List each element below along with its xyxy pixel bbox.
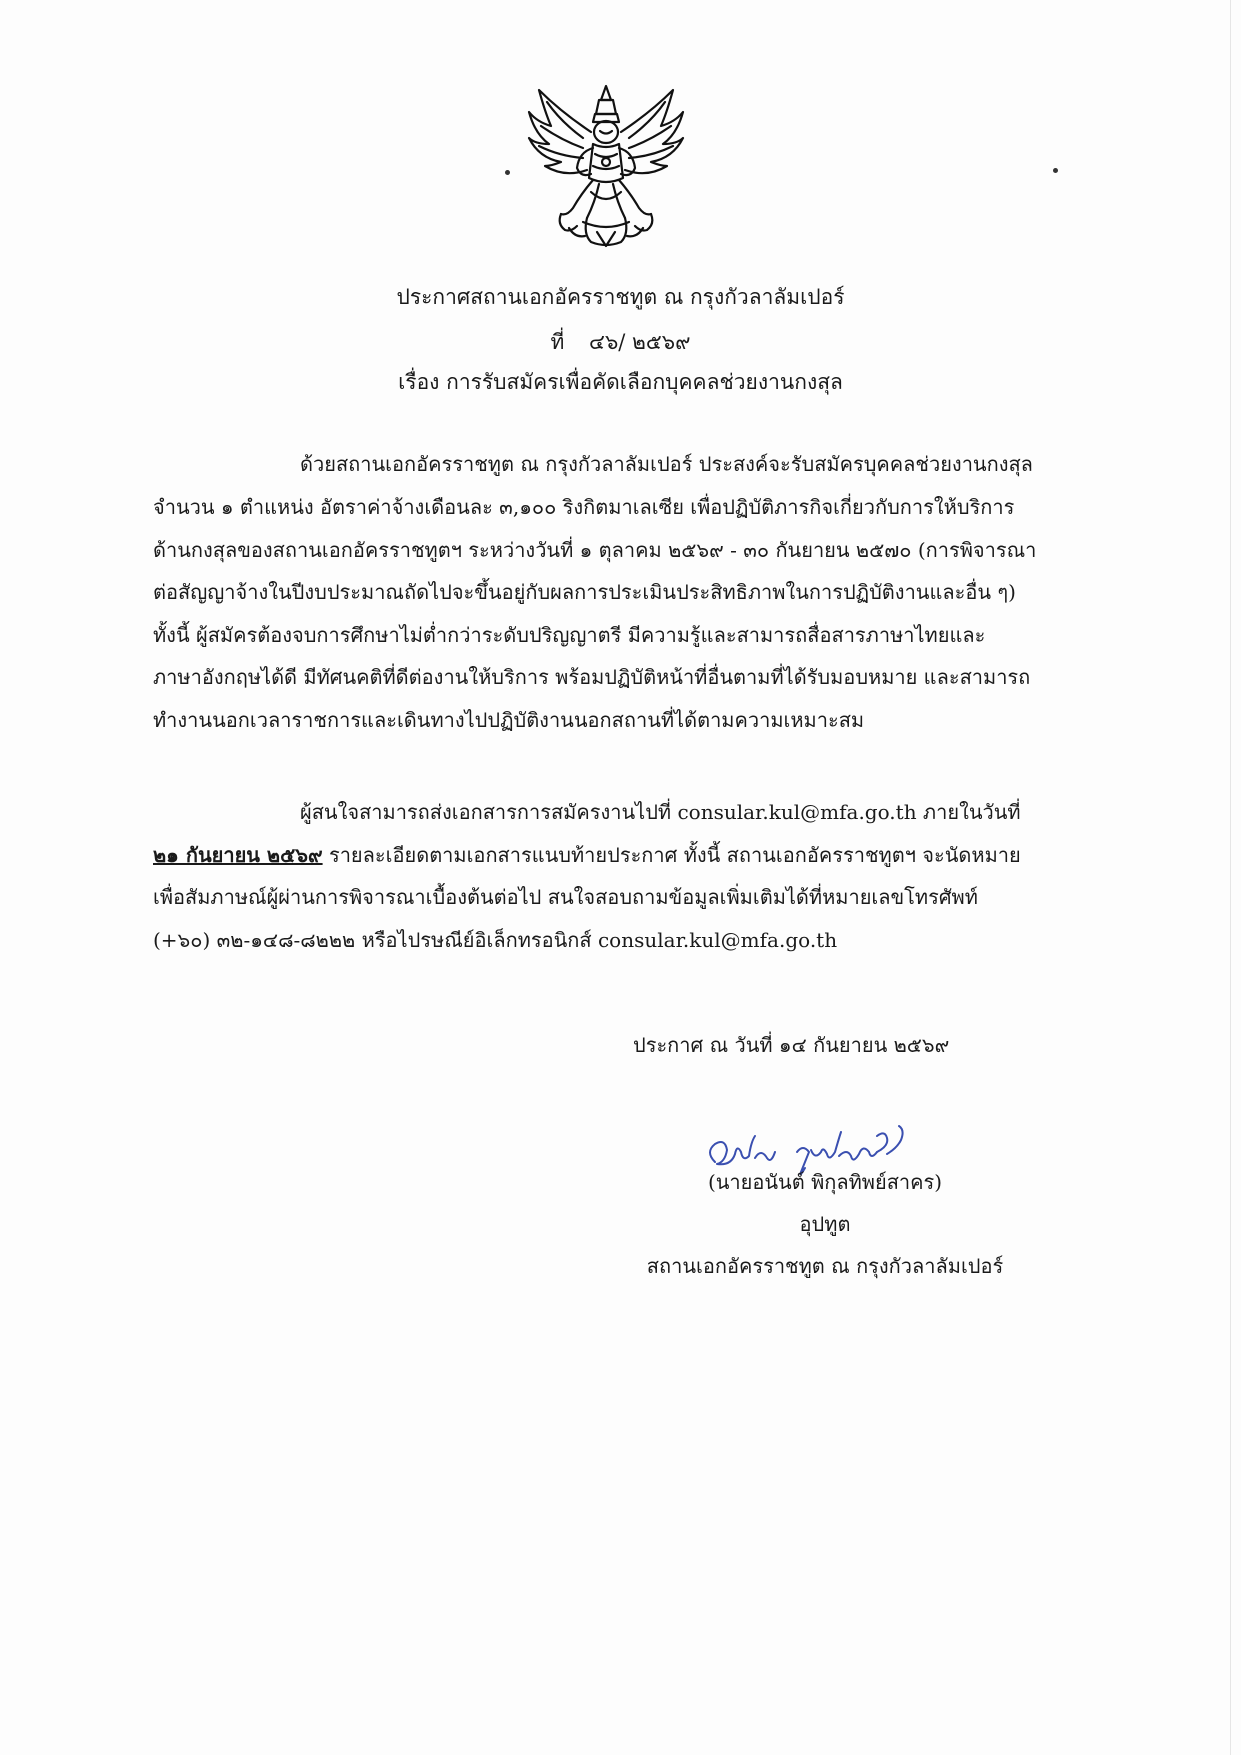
number-label: ที่ (550, 330, 565, 354)
announcement-title: ประกาศสถานเอกอัครราชทูต ณ กรุงกัวลาลัมเปอร์ (396, 285, 845, 309)
paragraph-line: ด้วยสถานเอกอัครราชทูต ณ กรุงกัวลาลัมเปอร์ ประสงค์จะรับสมัครบุคคลช่วยงานกงสุล (300, 452, 1033, 476)
scan-speck (505, 170, 510, 175)
garuda-emblem-icon (521, 82, 691, 252)
signatory-organization: สถานเอกอัครราชทูต ณ กรุงกัวลาลัมเปอร์ (646, 1254, 1004, 1278)
announcement-date: ประกาศ ณ วันที่ ๑๔ กันยายน ๒๕๖๙ (633, 1033, 950, 1057)
signatory-position: อุปทูต (799, 1212, 851, 1236)
paragraph-line: จำนวน ๑ ตำแหน่ง อัตราค่าจ้างเดือนละ ๓,๑๐๐ ริงกิตมาเลเซีย เพื่อปฏิบัติภารกิจเกี่ยวกับการให้บริการ (153, 495, 1015, 519)
paragraph-line (153, 840, 1021, 870)
number-value: ๔๖/ ๒๕๖๙ (589, 330, 691, 354)
announcement-number (0, 327, 1241, 357)
signatory-name: (นายอนันต์ พิกุลทิพย์สาคร) (707, 1170, 943, 1194)
paragraph-line: ต่อสัญญาจ้างในปีงบประมาณถัดไปจะขึ้นอยู่กับผลการประเมินประสิทธิภาพในการปฏิบัติงานและอื่น ๆ) (153, 580, 1016, 604)
paragraph-line: (+๖๐) ๓๒-๑๔๘-๘๒๒๒ หรือไปรษณีย์อิเล็กทรอนิกส์ consular.kul@mfa.go.th (153, 928, 838, 952)
application-deadline: ๒๑ กันยายน ๒๕๖๙ (153, 843, 323, 867)
announcement-subject: เรื่อง การรับสมัครเพื่อคัดเลือกบุคคลช่วยงานกงสุล (398, 370, 843, 394)
scan-speck (1053, 168, 1058, 173)
paragraph-line: ภาษาอังกฤษได้ดี มีทัศนคติที่ดีต่องานให้บริการ พร้อมปฏิบัติหน้าที่อื่นตามที่ได้รับมอบหมาย และสามารถ (153, 665, 1031, 689)
paragraph-line-rest: รายละเอียดตามเอกสารแนบท้ายประกาศ ทั้งนี้ สถานเอกอัครราชทูตฯ จะนัดหมาย (322, 843, 1021, 867)
paragraph-line: เพื่อสัมภาษณ์ผู้ผ่านการพิจารณาเบื้องต้นต่อไป สนใจสอบถามข้อมูลเพิ่มเติมได้ที่หมายเลขโทรศัพท์ (153, 885, 978, 909)
paragraph-line: ทำงานนอกเวลาราชการและเดินทางไปปฏิบัติงานนอกสถานที่ได้ตามความเหมาะสม (153, 708, 865, 732)
paragraph-line: ด้านกงสุลของสถานเอกอัครราชทูตฯ ระหว่างวันที่ ๑ ตุลาคม ๒๕๖๙ - ๓๐ กันยายน ๒๕๗๐ (การพิจารณา (153, 538, 1037, 562)
paragraph-line: ทั้งนี้ ผู้สมัครต้องจบการศึกษาไม่ต่ำกว่าระดับปริญญาตรี มีความรู้และสามารถสื่อสารภาษาไทยและ (153, 623, 986, 647)
scan-edge-line (1230, 0, 1231, 1755)
paragraph-line: ผู้สนใจสามารถส่งเอกสารการสมัครงานไปที่ consular.kul@mfa.go.th ภายในวันที่ (300, 800, 1021, 824)
